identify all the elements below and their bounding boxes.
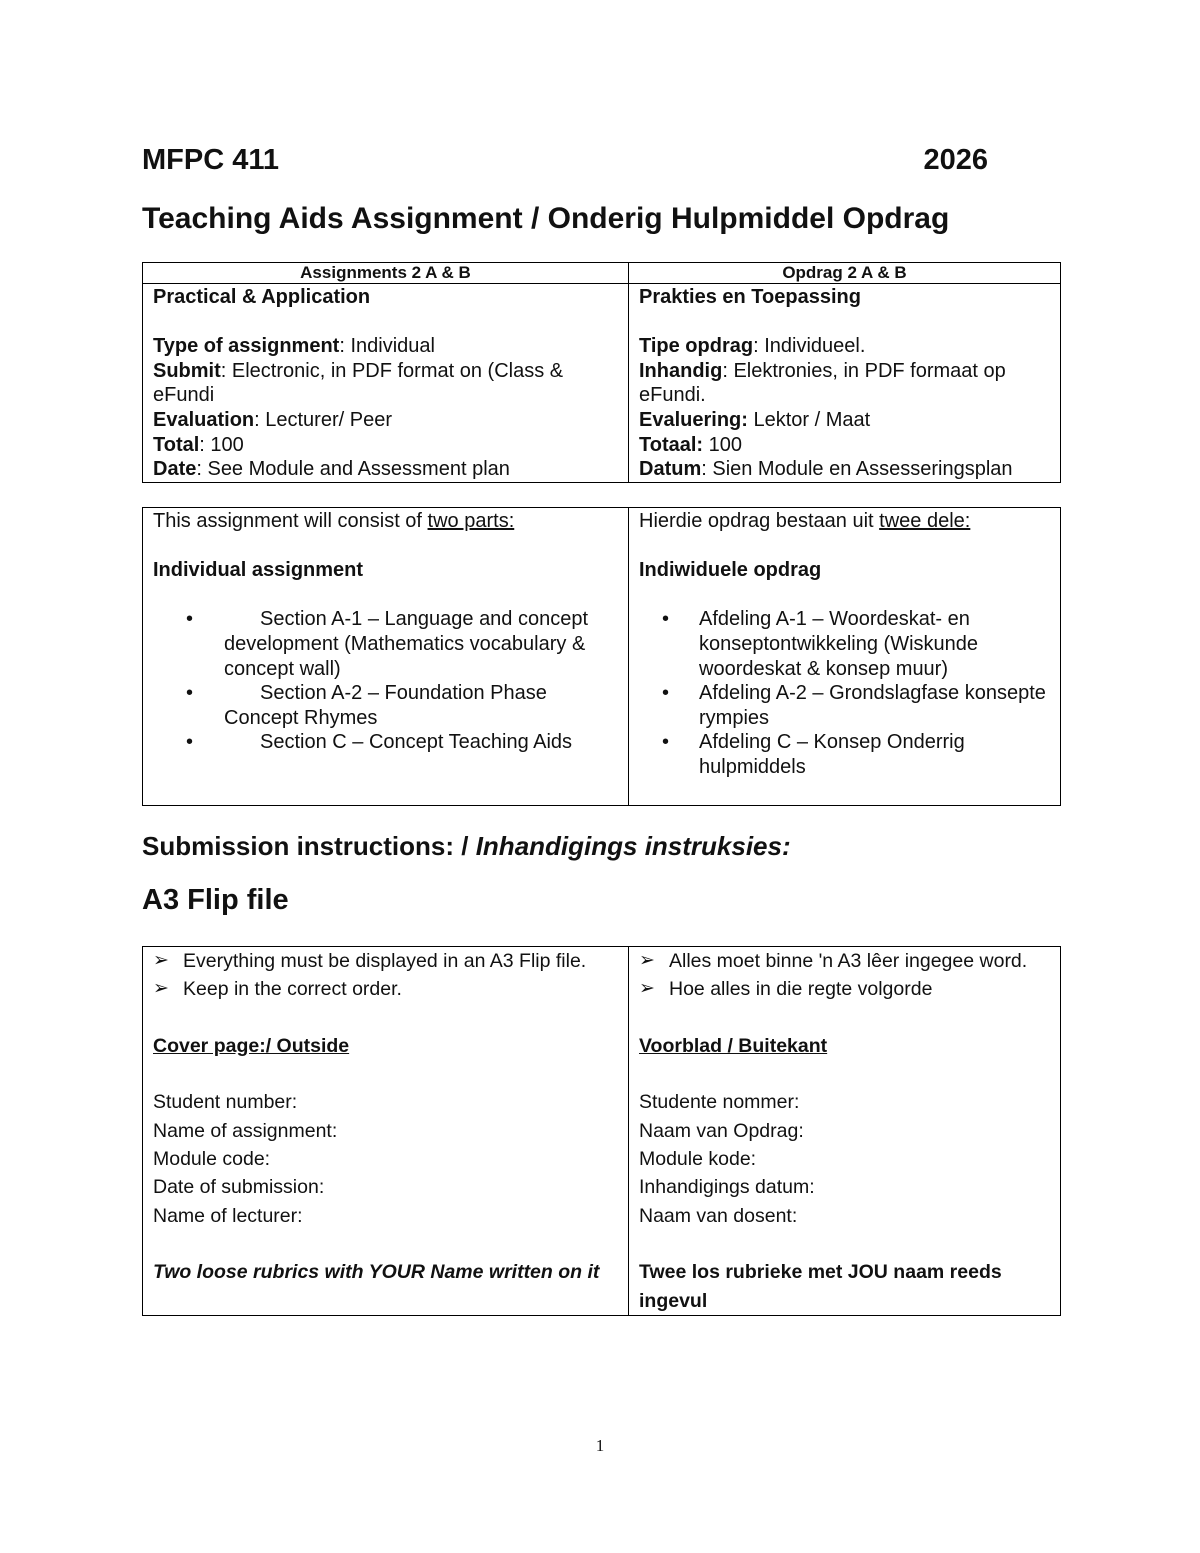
rubrics-note: Two loose rubrics with YOUR Name written on it (153, 1261, 600, 1284)
assignment-parts-table (142, 507, 1061, 806)
type-value: : Individueel. (753, 335, 866, 358)
subheading-en: Practical & Application (153, 286, 371, 308)
list-item: • Section A-1 – Language and concept development (Mathematics vocabulary & concept wall) (186, 608, 589, 680)
parts-intro-underlined: two parts: (427, 510, 515, 532)
arrow-bullet-icon: ➢ (153, 950, 169, 971)
list-item: • Afdeling A-1 – Woordeskat- en konseptontwikkeling (Wiskunde woordeskat & konsep muur) (662, 608, 979, 680)
total-value: 100 (703, 433, 743, 456)
field-label: Studente nommer: (639, 1091, 800, 1114)
flip-file-table (142, 946, 1061, 1316)
evaluation-value: : Lecturer/ Peer (254, 408, 392, 431)
table-header-af: Opdrag 2 A & B (629, 263, 1061, 284)
submission-heading-af: Inhandigings instruksies: (475, 831, 791, 861)
field-label: Name of lecturer: (153, 1204, 303, 1227)
date-value: : See Module and Assessment plan (196, 458, 510, 481)
type-label: Type of assignment (153, 335, 340, 358)
module-code: MFPC 411 (142, 144, 279, 176)
page-header (142, 143, 988, 177)
parts-intro: This assignment will consist of (153, 510, 428, 532)
page-number: 1 (595, 1436, 605, 1455)
field-label: Naam van Opdrag: (639, 1119, 804, 1142)
date-label: Date (153, 458, 197, 481)
bullet-icon: • (186, 682, 194, 705)
assignment-info-table (142, 262, 1061, 483)
submit-value: : Electronic, in PDF format on (Class & eFundi (153, 359, 564, 407)
list-item: • Section C – Concept Teaching Aids (186, 731, 573, 754)
arrow-bullet-icon: ➢ (153, 978, 169, 1000)
field-label: Student number: (153, 1091, 298, 1114)
evaluation-value: Lektor / Maat (747, 408, 871, 431)
list-item: • Section A-2 – Foundation Phase Concept Rhymes (186, 682, 547, 729)
total-value: : 100 (199, 433, 244, 456)
list-item: ➢ Alles moet binne 'n A3 lêer ingegee word. (639, 947, 1050, 975)
field-label: Module code: (153, 1148, 271, 1171)
arrow-bullet-icon: ➢ (639, 978, 655, 1000)
bullet-icon: • (186, 731, 194, 754)
subheading-af: Prakties en Toepassing (639, 286, 861, 308)
arrow-bullet-icon: ➢ (639, 950, 655, 971)
field-label: Naam van dosent: (639, 1204, 798, 1227)
total-label: Totaal: (639, 433, 704, 456)
instruction-list (153, 947, 618, 1004)
parts-intro: Hierdie opdrag bestaan uit (639, 510, 880, 532)
total-label: Total (153, 433, 200, 456)
flip-file-heading: A3 Flip file (142, 884, 289, 916)
page-title: Teaching Aids Assignment / Onderig Hulpmiddel Opdrag (142, 202, 950, 235)
date-value: : Sien Module en Assesseringsplan (701, 458, 1013, 481)
bullet-icon: • (662, 682, 670, 705)
evaluation-label: Evaluering: (639, 408, 748, 431)
section-list (639, 607, 1050, 779)
type-value: : Individual (339, 335, 435, 358)
parts-intro-underlined: twee dele: (879, 510, 971, 532)
cover-heading: Voorblad / Buitekant (639, 1034, 828, 1057)
field-label: Inhandigings datum: (639, 1176, 815, 1199)
field-label: Name of assignment: (153, 1119, 338, 1142)
field-label: Module kode: (639, 1148, 757, 1171)
assignment-info-en (143, 284, 629, 483)
bullet-icon: • (662, 731, 670, 754)
table-header-en: Assignments 2 A & B (143, 263, 629, 284)
assignment-parts-af (629, 508, 1061, 806)
section-list (153, 607, 618, 755)
assignment-info-af (629, 284, 1061, 483)
parts-subheading: Indiwiduele opdrag (639, 559, 822, 582)
bullet-icon: • (662, 608, 670, 631)
date-label: Datum (639, 458, 702, 481)
flip-file-af (629, 947, 1061, 1316)
parts-subheading: Individual assignment (153, 559, 364, 582)
submit-value: : Elektronies, in PDF formaat op eFundi. (639, 359, 1006, 407)
type-label: Tipe opdrag (639, 335, 754, 358)
list-item: • Afdeling A-2 – Grondslagfase konsepte rympies (662, 682, 1046, 729)
instruction-list (639, 947, 1050, 1004)
submit-label: Inhandig (639, 359, 723, 382)
evaluation-label: Evaluation (153, 408, 255, 431)
rubrics-note: Twee los rubrieke met JOU naam reeds ingevul (639, 1261, 1002, 1312)
list-item: ➢ Everything must be displayed in an A3 Flip file. (153, 947, 618, 975)
list-item: • Afdeling C – Konsep Onderrig hulpmiddels (662, 731, 965, 778)
bullet-icon: • (186, 608, 194, 631)
field-label: Date of submission: (153, 1176, 325, 1199)
list-item: ➢ Hoe alles in die regte volgorde (639, 975, 1050, 1003)
list-item: ➢ Keep in the correct order. (153, 975, 618, 1003)
submit-label: Submit (153, 359, 221, 382)
cover-heading: Cover page:/ Outside (153, 1034, 350, 1057)
flip-file-en (143, 947, 629, 1316)
assignment-parts-en (143, 508, 629, 806)
submission-heading: Submission instructions: / Inhandigings instruksies: (142, 831, 791, 861)
year: 2026 (923, 144, 988, 176)
